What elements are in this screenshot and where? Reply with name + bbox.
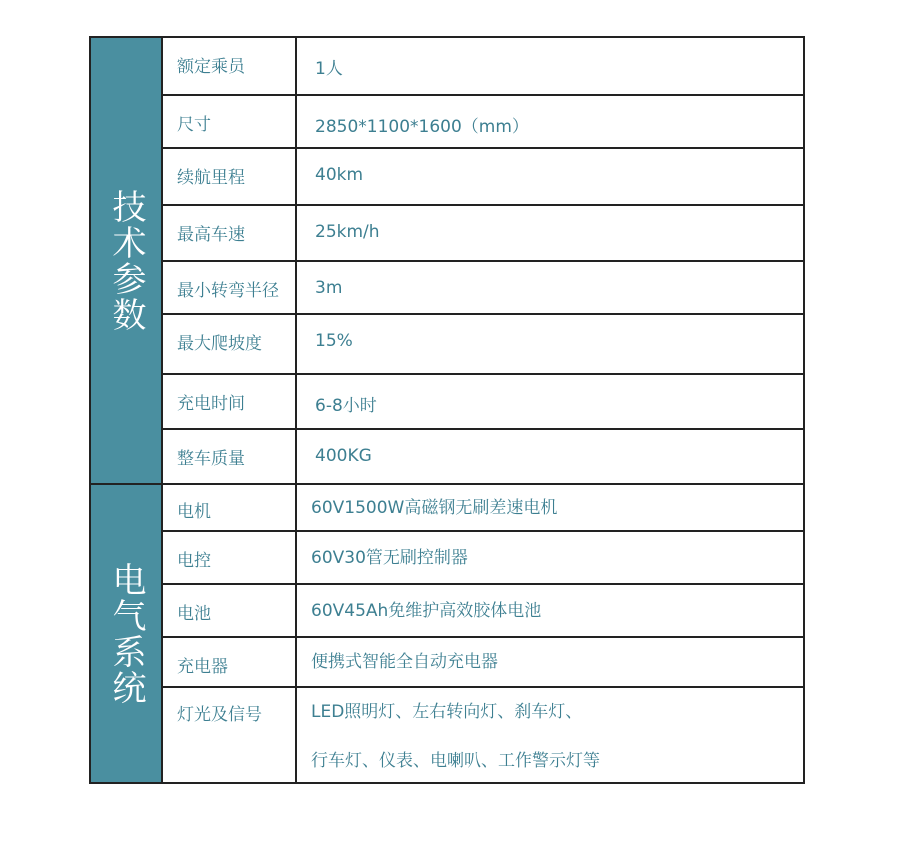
row-label: 额定乘员 [163,38,297,94]
table-row [163,262,803,315]
table-row [163,532,803,585]
section-technical-params [91,38,803,483]
table-row [163,430,803,483]
table-row [163,585,803,638]
row-value: 400KG [315,446,372,466]
row-label: 尺寸 [163,96,297,147]
row-label: 整车质量 [163,430,297,483]
row-value: 60V1500W高磁钢无刷差速电机 [311,498,558,518]
row-label: 灯光及信号 [163,688,297,782]
table-row [163,485,803,532]
table-row [163,315,803,375]
table-row [163,638,803,688]
section-electrical-system [91,485,803,782]
section-title-technical [91,38,163,483]
table-row [163,688,803,782]
row-value [297,688,803,782]
row-value-line: 行车灯、仪表、电喇叭、工作警示灯等 [311,751,600,771]
section-title-text: 电气系统 [106,561,146,706]
row-label: 充电器 [163,638,297,686]
table-row [163,375,803,430]
row-label: 最高车速 [163,206,297,260]
table-row [163,206,803,262]
row-value: 40km [315,165,364,185]
row-label: 续航里程 [163,149,297,204]
row-label: 电机 [163,485,297,530]
row-value: 便携式智能全自动充电器 [311,652,498,672]
row-value: 1人 [315,59,343,79]
row-label: 充电时间 [163,375,297,428]
table-row [163,149,803,206]
row-value: 25km/h [315,222,380,242]
row-label: 最大爬坡度 [163,315,297,373]
row-value: 2850*1100*1600（mm） [315,117,529,137]
row-value: 6-8小时 [315,396,377,416]
row-value-line: LED照明灯、左右转向灯、刹车灯、 [311,702,583,722]
row-value: 15% [315,331,353,351]
section-title-text: 技术参数 [106,188,146,333]
row-label: 最小转弯半径 [163,262,297,313]
row-label: 电池 [163,585,297,636]
row-value: 60V45Ah免维护高效胶体电池 [311,601,542,621]
row-value: 60V30管无刷控制器 [311,548,468,568]
row-label: 电控 [163,532,297,583]
spec-table [89,36,805,784]
row-value: 3m [315,278,343,298]
table-row [163,96,803,149]
table-row [163,38,803,96]
section-title-electrical [91,485,163,782]
